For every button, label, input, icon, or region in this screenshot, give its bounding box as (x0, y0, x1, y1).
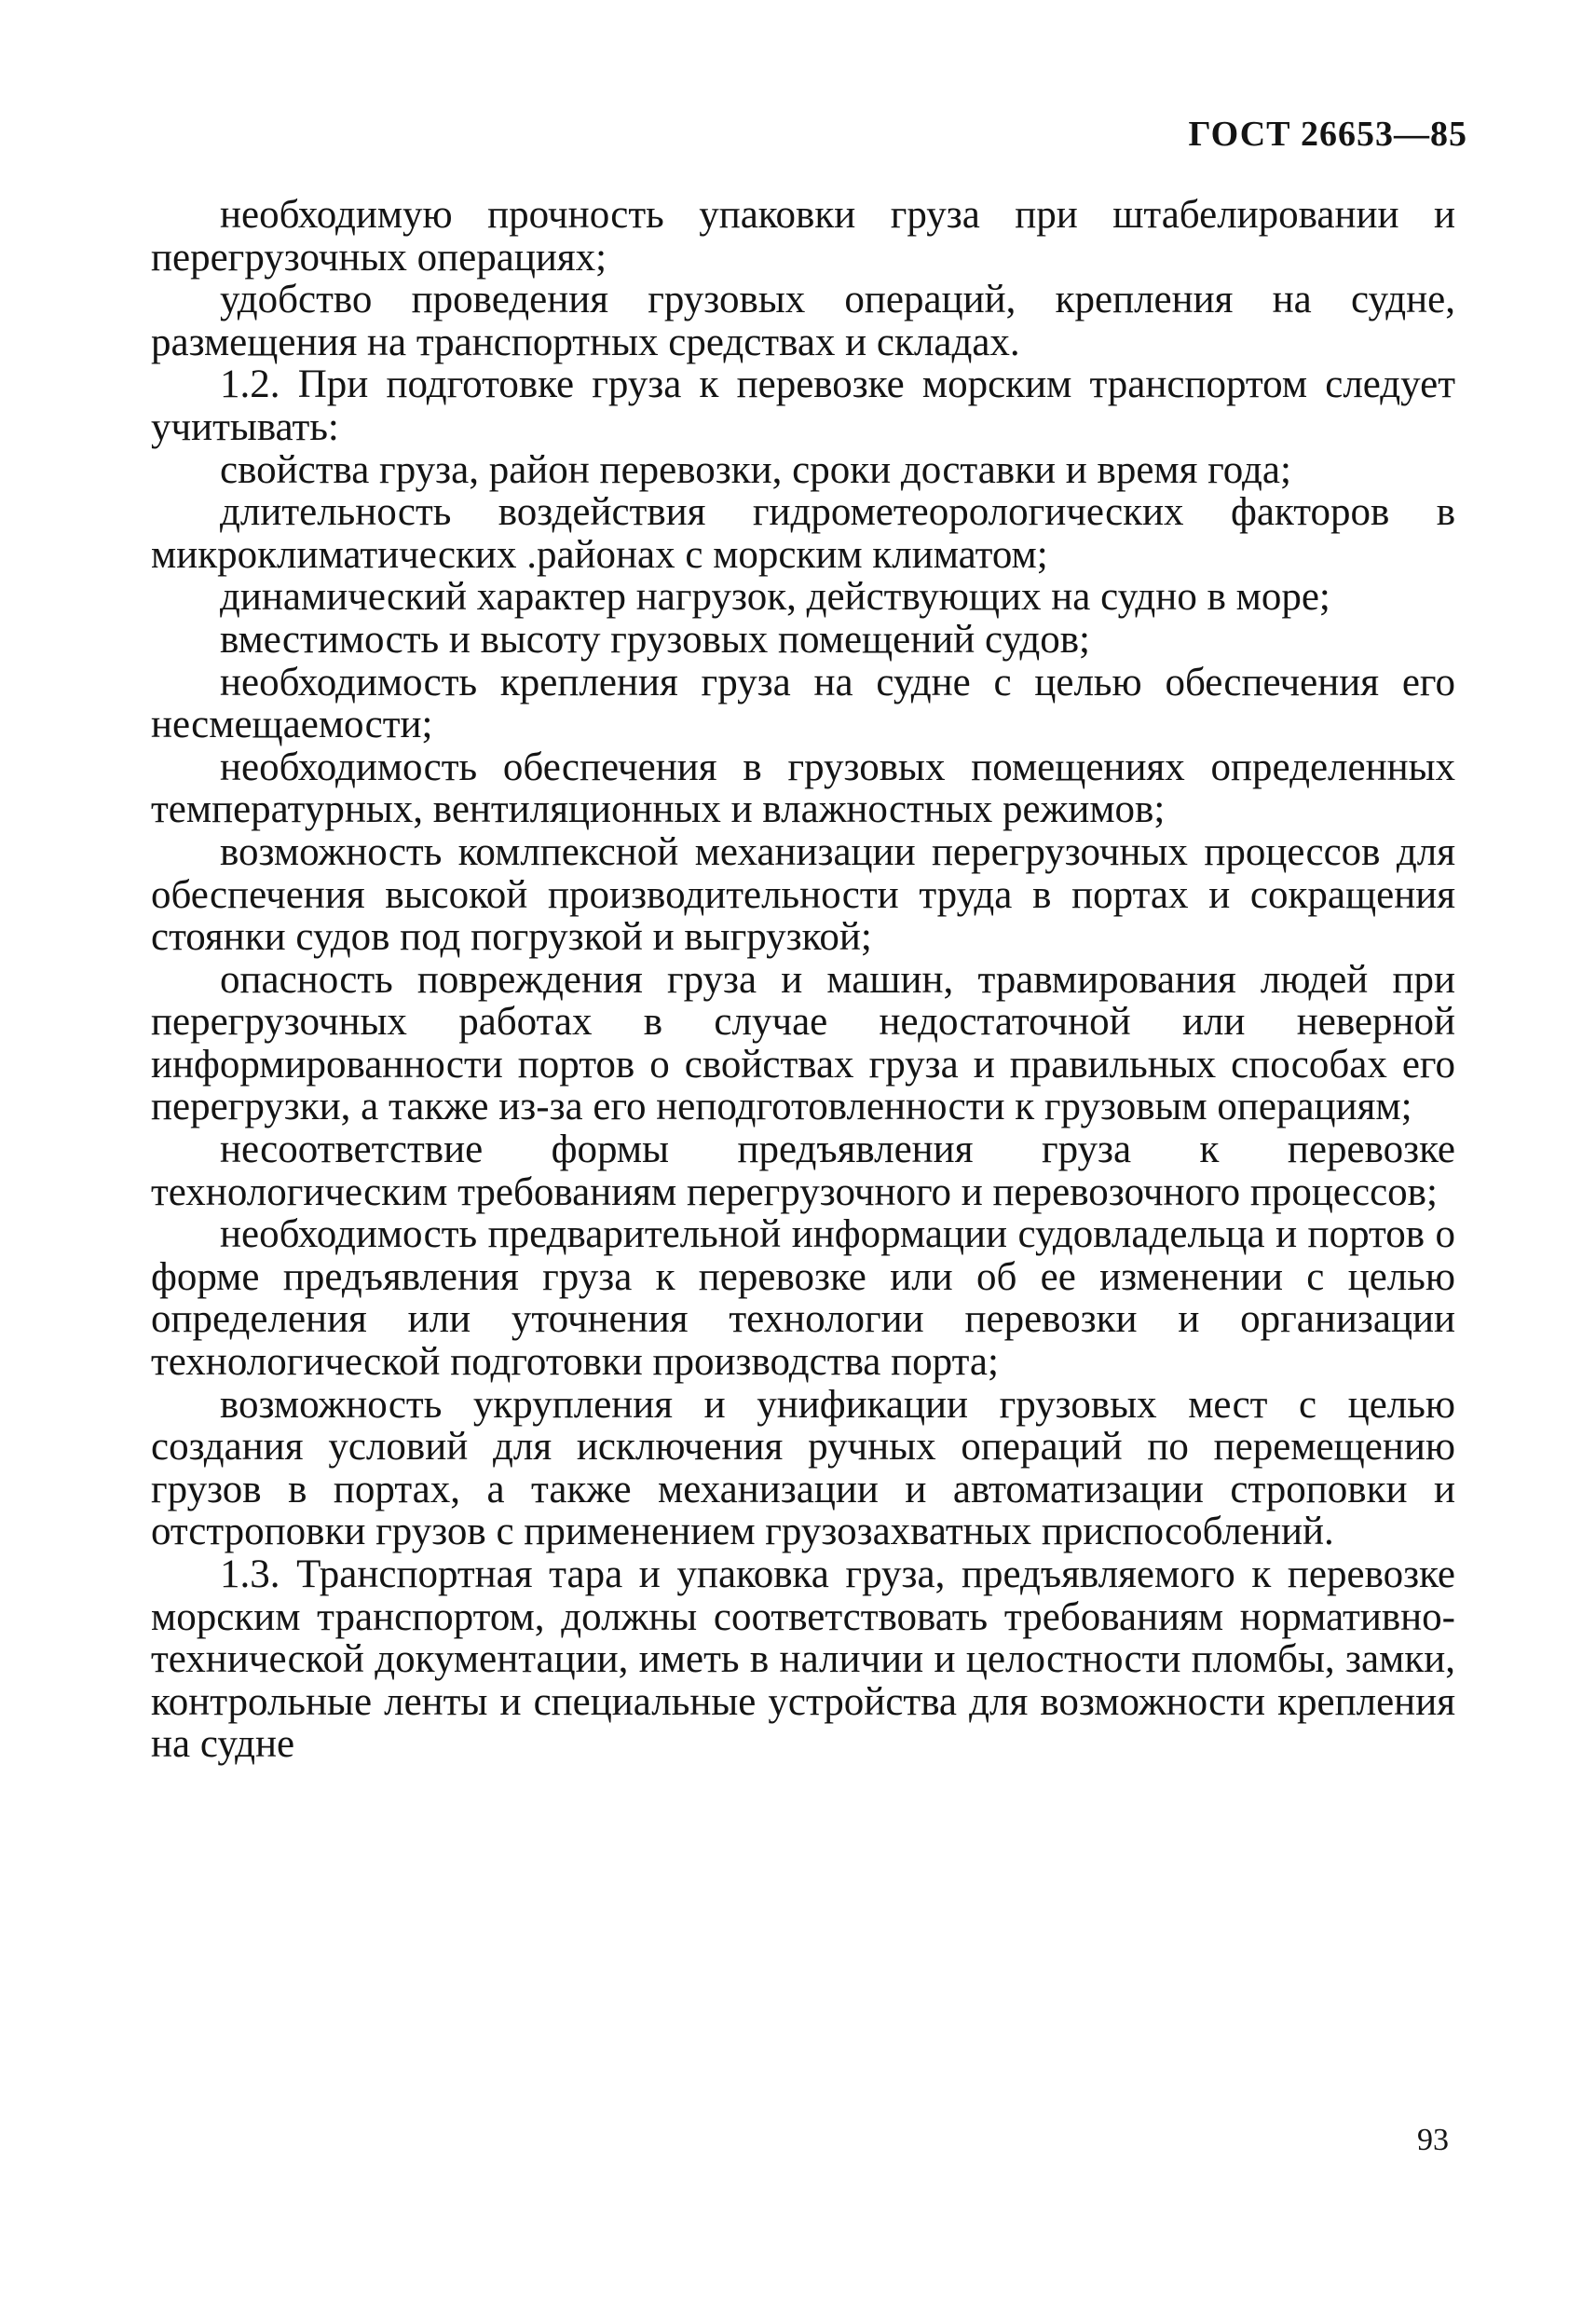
list-item: длительность воздействия гидрометеорологических факторов в микроклиматических .районах с морским климатом; (151, 490, 1455, 577)
page-number: 93 (1417, 2123, 1449, 2157)
document-code-header: ГОСТ 26653—85 (1188, 115, 1467, 154)
list-item: возможность комлпексной механизации перегрузочных процессов для обеспечения высокой производительности труда в портах и сокращения стоянки судов под погрузкой и выгрузкой; (151, 829, 1455, 960)
section-1-2-paragraph: 1.2. При подготовке груза к перевозке морским транспортом следует учитывать: (151, 362, 1455, 449)
paragraph: необходимую прочность упаковки груза при штабелировании и перегрузочных операциях; (151, 193, 1455, 280)
list-item: опасность повреждения груза и машин, травмирования людей при перегрузочных работах в случае недостаточной или неверной информированности портов о свойствах груза и правильных способах его перегрузки, а также из-за его неподготовленности к грузовым операциям; (151, 957, 1455, 1129)
paragraph: удобство проведения грузовых операций, крепления на судне, размещения на транспортных средствах и складах. (151, 278, 1455, 364)
list-item: динамический характер нагрузок, действующих на судно в море; (220, 575, 1330, 620)
list-item: необходимость предварительной информации судовладельца и портов о форме предъявления груза к перевозке или об ее изменении с целью определения или уточнения технологии перевозки и организации технологической подготовки производства порта; (151, 1212, 1455, 1385)
list-item: возможность укрупления и унификации грузовых мест с целью создания условий для исключения ручных операций по перемещению грузов в портах, а также механизации и автоматизации строповки и отстроповки грузов с применением грузозахватных приспособлений. (151, 1382, 1455, 1554)
list-item: свойства груза, район перевозки, сроки доставки и время года; (220, 447, 1291, 492)
list-item: необходимость обеспечения в грузовых помещениях определенных температурных, вентиляционных и влажностных режимов; (151, 745, 1455, 832)
list-item: несоответствие формы предъявления груза к перевозке технологическим требованиям перегрузочного и перевозочного процессов; (151, 1128, 1455, 1214)
list-item: вместимость и высоту грузовых помещений судов; (220, 617, 1090, 662)
section-1-3-paragraph: 1.3. Транспортная тара и упаковка груза, предъявляемого к перевозке морским транспортом, должны соответствовать требованиям нормативно-технической документации, иметь в наличии и целостности пломбы, замки, контрольные ленты и специальные устройства для возможности крепления на судне (151, 1552, 1455, 1767)
document-body (151, 194, 1455, 1766)
list-item: необходимость крепления груза на судне с целью обеспечения его несмещаемости; (151, 660, 1455, 747)
